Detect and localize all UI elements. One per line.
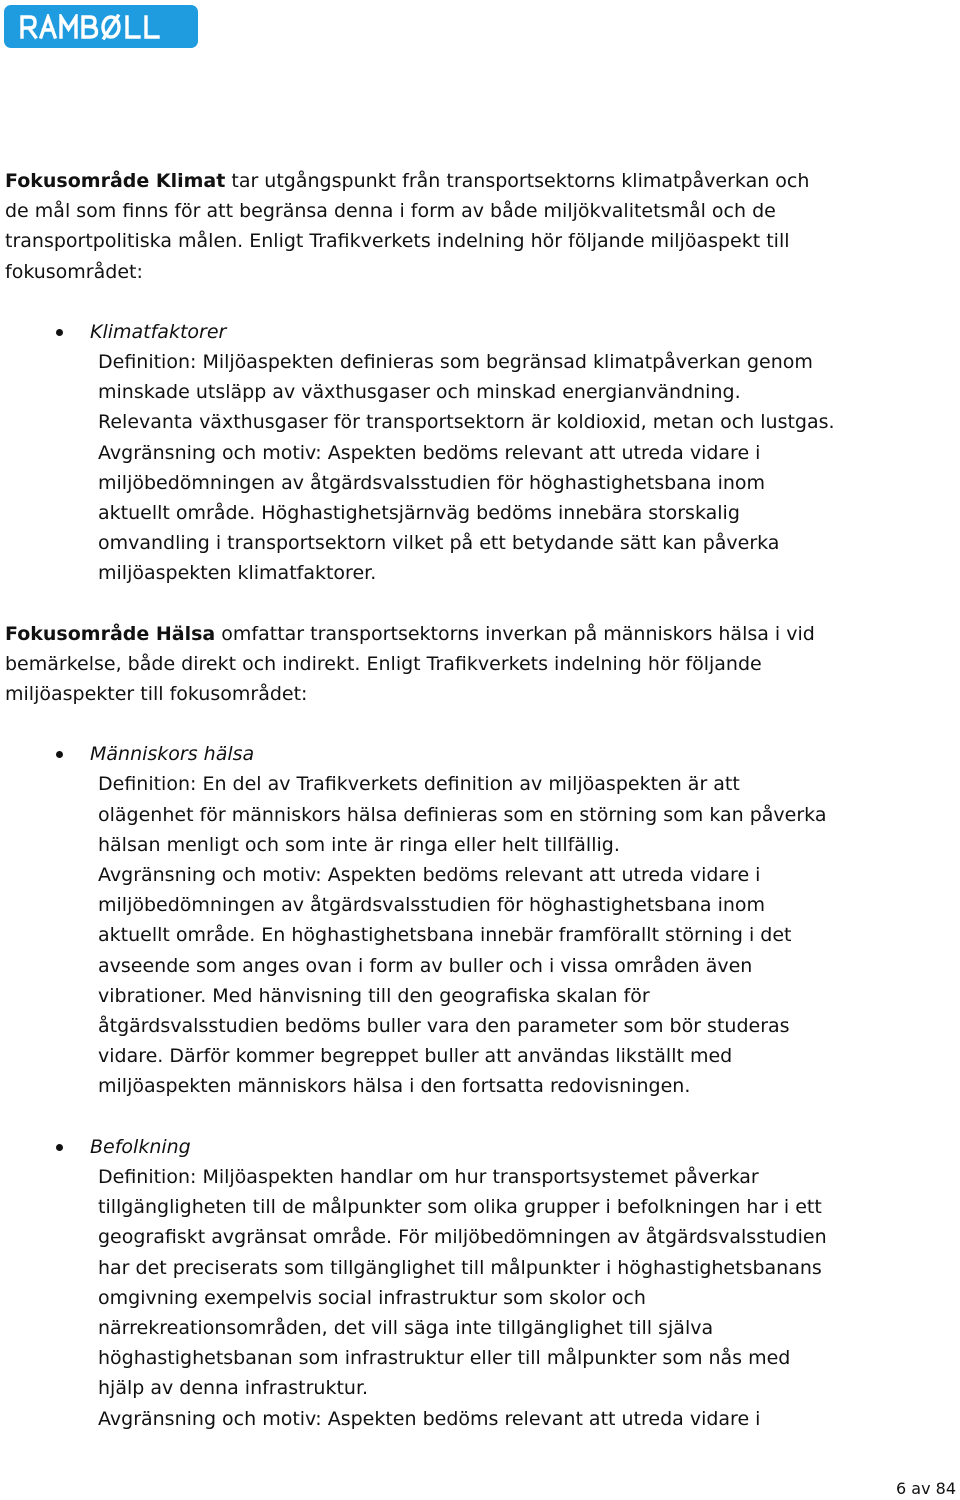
bullet-icon [56, 1144, 63, 1151]
klimat-aspect-list [5, 317, 835, 589]
bullet-icon [56, 751, 63, 758]
halsa-label: Fokusområde Hälsa [5, 622, 216, 645]
halsa-intro-text: omfattar transportsektorns inverkan på människors hälsa i vid bemärkelse, både direkt och indirekt. Enligt Trafikverkets indelning hör följande miljöaspekter till fokusområdet: [5, 622, 815, 706]
halsa-intro-paragraph [5, 619, 835, 710]
list-item [5, 1132, 835, 1434]
page-number: 6 av 84 [896, 1479, 956, 1498]
klimat-label: Fokusområde Klimat [5, 170, 226, 192]
document-body [5, 166, 835, 1464]
aspect-motivation: Avgränsning och motiv: Aspekten bedöms relevant att utreda vidare i miljöbedömningen av åtgärdsvalsstudien för höghastighetsbana inom aktuellt område. En höghastighetsbana innebär framförallt störning i det avseende som anges ovan i form av buller och i vissa områden även vibrationer. Med hänvisning till den geografiska skalan för åtgärdsvalsstudien bedöms buller vara den parameter som bör studeras vidare. Därför kommer begreppet buller att användas likställt med miljöaspekten människors hälsa i den fortsatta redovisningen. [98, 864, 792, 1098]
aspect-title: Befolkning [90, 1135, 191, 1158]
ramboll-wordmark-icon [19, 14, 183, 40]
aspect-definition: Definition: Miljöaspekten definieras som begränsad klimatpåverkan genom minskade utsläpp av växthusgaser och minskad energianvändning. Relevanta växthusgaser för transportsektorn är koldioxid, metan och lustgas. [98, 351, 835, 434]
aspect-title: Klimatfaktorer [90, 320, 227, 343]
aspect-definition: Definition: En del av Trafikverkets definition av miljöaspekten är att olägenhet för människors hälsa definieras som en störning som kan påverka hälsan menligt och som inte är ringa eller helt tillfällig. [98, 773, 827, 856]
halsa-aspect-list [5, 739, 835, 1433]
list-item [5, 739, 835, 1101]
klimat-intro-paragraph [5, 166, 835, 287]
klimat-intro-text: tar utgångspunkt från transportsektorns klimatpåverkan och de mål som finns för att begränsa denna i form av både miljökvalitetsmål och de transportpolitiska målen. Enligt Trafikverkets indelning hör följande miljöaspekt till fokusområdet: [5, 170, 810, 283]
list-item [5, 317, 835, 589]
bullet-icon [56, 329, 63, 336]
aspect-title: Människors hälsa [90, 743, 255, 766]
ramboll-logo [4, 5, 198, 48]
aspect-motivation: Avgränsning och motiv: Aspekten bedöms relevant att utreda vidare i [98, 1407, 761, 1430]
aspect-definition: Definition: Miljöaspekten handlar om hur transportsystemet påverkar tillgängligheten till de målpunkter som olika grupper i befolkningen har i ett geografiskt avgränsat område. För miljöbedömningen av åtgärdsvalsstudien har det preciserats som tillgänglighet till målpunkter i höghastighetsbanans omgivning exempelvis social infrastruktur som skolor och närrekreationsområden, det vill säga inte tillgänglighet till själva höghastighetsbanan som infrastruktur eller till målpunkter som nås med hjälp av denna infrastruktur. [98, 1165, 827, 1400]
aspect-motivation: Avgränsning och motiv: Aspekten bedöms relevant att utreda vidare i miljöbedömningen av åtgärdsvalsstudien för höghastighetsbana inom aktuellt område. Höghastighetsjärnväg bedöms innebära storskalig omvandling i transportsektorn vilket på ett betydande sätt kan påverka miljöaspekten klimatfaktorer. [98, 441, 780, 585]
